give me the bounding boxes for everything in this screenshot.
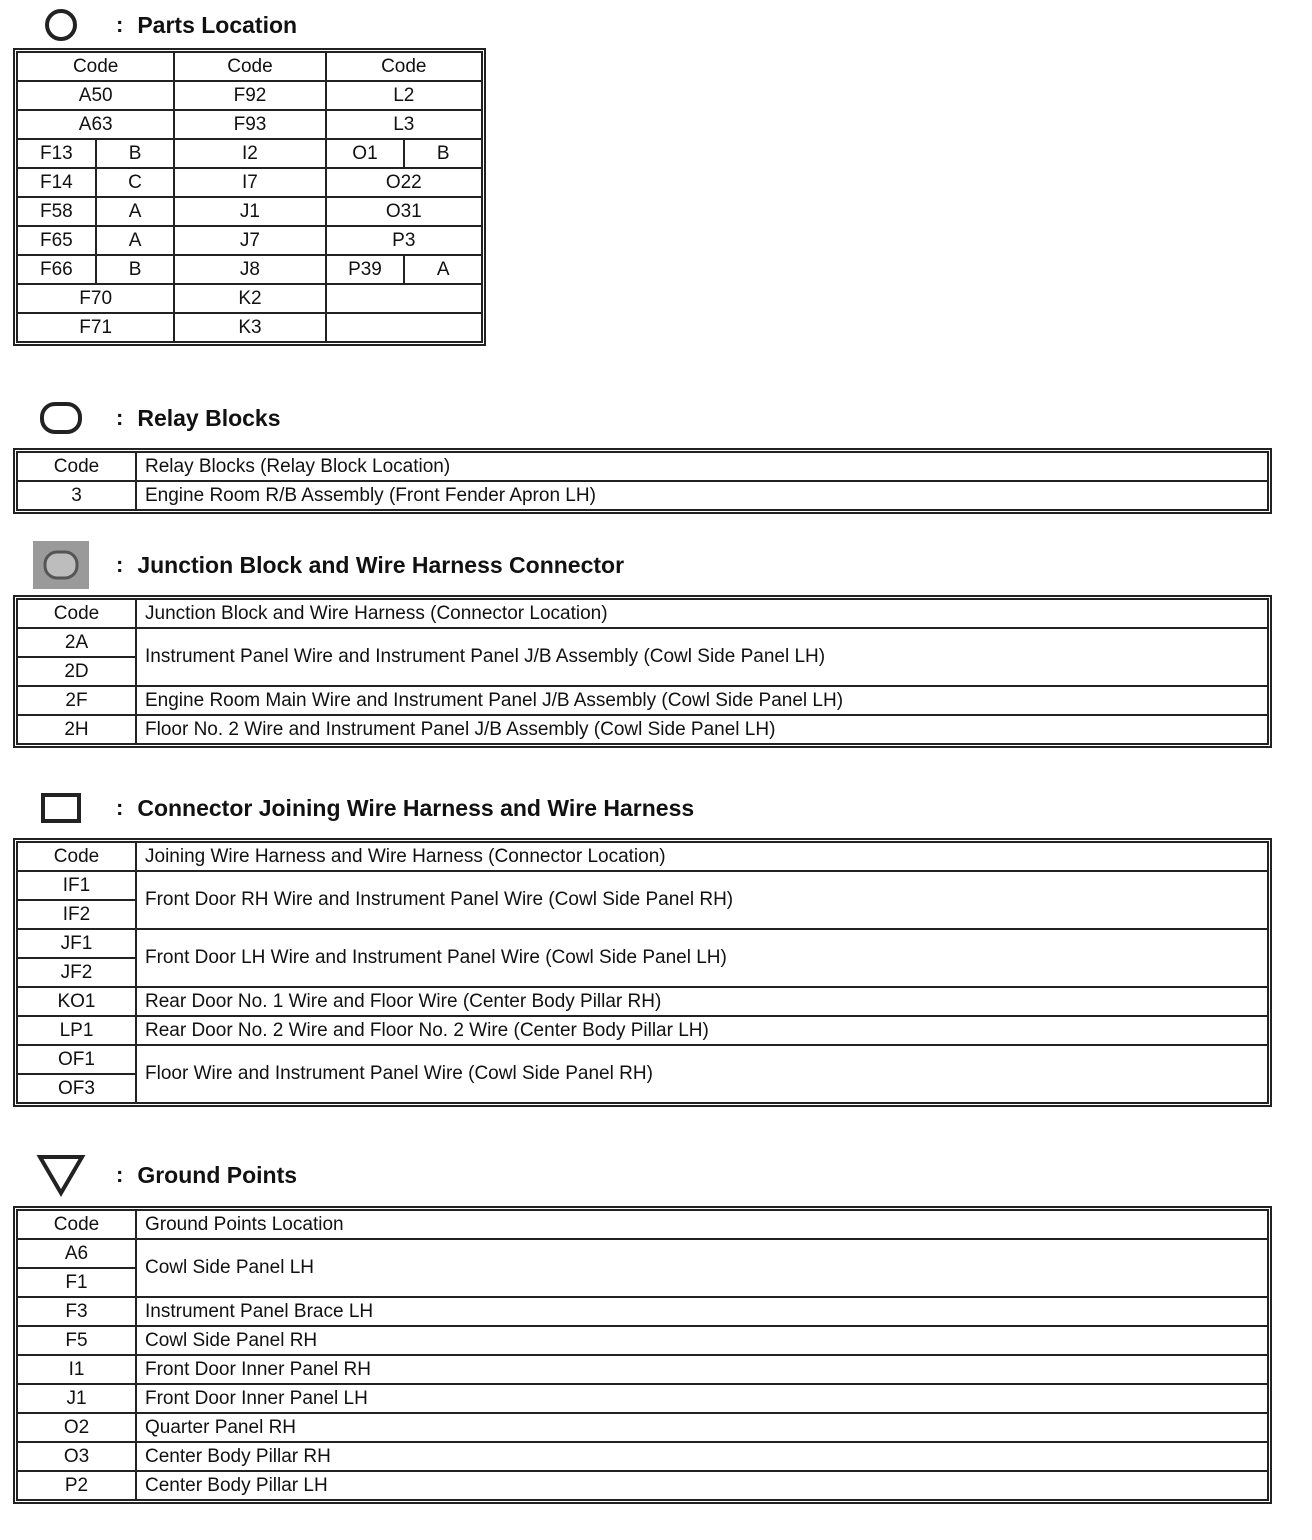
rounded-rect-symbol-icon — [30, 393, 92, 443]
header-colon: : — [116, 552, 124, 577]
table-row — [17, 197, 482, 226]
part-code: F58 — [17, 197, 96, 226]
location-description: Front Door RH Wire and Instrument Panel Wire (Cowl Side Panel RH) — [136, 871, 1268, 929]
header-code: Code — [17, 599, 136, 628]
code-cell: I1 — [17, 1355, 136, 1384]
table-row — [17, 929, 1268, 958]
part-code: A63 — [17, 110, 174, 139]
table-row — [17, 1045, 1268, 1074]
header-description: Junction Block and Wire Harness (Connector Location) — [136, 599, 1268, 628]
location-description: Instrument Panel Brace LH — [136, 1297, 1268, 1326]
part-sub-code: B — [96, 255, 175, 284]
location-description: Center Body Pillar RH — [136, 1442, 1268, 1471]
code-cell: O2 — [17, 1413, 136, 1442]
header-description: Relay Blocks (Relay Block Location) — [136, 452, 1268, 481]
part-code: I2 — [174, 139, 325, 168]
part-code: F93 — [174, 110, 325, 139]
section-title: Connector Joining Wire Harness and Wire Harness — [137, 794, 695, 821]
code-cell: KO1 — [17, 987, 136, 1016]
code-cell: JF1 — [17, 929, 136, 958]
part-code: F66 — [17, 255, 96, 284]
part-code: O1 — [326, 139, 405, 168]
header-colon: : — [116, 795, 124, 820]
code-cell: IF2 — [17, 900, 136, 929]
location-description: Cowl Side Panel RH — [136, 1326, 1268, 1355]
table-row — [17, 1016, 1268, 1045]
location-description: Rear Door No. 1 Wire and Floor Wire (Center Body Pillar RH) — [136, 987, 1268, 1016]
location-description: Rear Door No. 2 Wire and Floor No. 2 Wire (Center Body Pillar LH) — [136, 1016, 1268, 1045]
table-row — [17, 1355, 1268, 1384]
connector-joining-header — [30, 783, 694, 833]
part-code: K3 — [174, 313, 325, 342]
code-cell: F1 — [17, 1268, 136, 1297]
table-row — [17, 284, 482, 313]
table-header-row — [17, 842, 1268, 871]
section-title: Relay Blocks — [137, 404, 281, 431]
code-cell: F5 — [17, 1326, 136, 1355]
ground-points-table — [16, 1209, 1269, 1501]
location-description: Floor Wire and Instrument Panel Wire (Cowl Side Panel RH) — [136, 1045, 1268, 1103]
part-code: I7 — [174, 168, 325, 197]
table-row — [17, 168, 482, 197]
code-cell: 2H — [17, 715, 136, 744]
code-cell: 2D — [17, 657, 136, 686]
code-cell: P2 — [17, 1471, 136, 1500]
location-description: Front Door Inner Panel RH — [136, 1355, 1268, 1384]
header-code: Code — [174, 52, 325, 81]
code-cell: OF3 — [17, 1074, 136, 1103]
part-code: P3 — [326, 226, 482, 255]
part-code: F14 — [17, 168, 96, 197]
part-code: O22 — [326, 168, 482, 197]
code-cell: A6 — [17, 1239, 136, 1268]
section-title: Ground Points — [137, 1161, 298, 1188]
location-description: Floor No. 2 Wire and Instrument Panel J/B Assembly (Cowl Side Panel LH) — [136, 715, 1268, 744]
table-header-row — [17, 1210, 1268, 1239]
table-row — [17, 987, 1268, 1016]
header-code: Code — [326, 52, 482, 81]
location-description: Center Body Pillar LH — [136, 1471, 1268, 1500]
part-code: J7 — [174, 226, 325, 255]
part-code: O31 — [326, 197, 482, 226]
circle-symbol-icon — [30, 0, 92, 50]
part-code: L2 — [326, 81, 482, 110]
location-description: Front Door Inner Panel LH — [136, 1384, 1268, 1413]
part-code: F71 — [17, 313, 174, 342]
header-colon: : — [116, 405, 124, 430]
section-title: Junction Block and Wire Harness Connector — [137, 551, 625, 578]
table-row — [17, 226, 482, 255]
header-code: Code — [17, 842, 136, 871]
location-description: Cowl Side Panel LH — [136, 1239, 1268, 1297]
code-cell: JF2 — [17, 958, 136, 987]
code-cell: 2F — [17, 686, 136, 715]
table-row — [17, 1297, 1268, 1326]
table-row — [17, 628, 1268, 657]
code-cell: F3 — [17, 1297, 136, 1326]
table-row — [17, 1384, 1268, 1413]
part-sub-code: B — [404, 139, 482, 168]
table-header-row — [17, 599, 1268, 628]
table-row — [17, 686, 1268, 715]
table-row — [17, 1413, 1268, 1442]
code-cell: 2A — [17, 628, 136, 657]
location-description: Instrument Panel Wire and Instrument Panel J/B Assembly (Cowl Side Panel LH) — [136, 628, 1268, 686]
header-code: Code — [17, 52, 174, 81]
part-code — [326, 284, 482, 313]
parts-location-header — [30, 0, 297, 50]
table-row — [17, 1326, 1268, 1355]
location-description: Front Door LH Wire and Instrument Panel Wire (Cowl Side Panel LH) — [136, 929, 1268, 987]
code-cell: 3 — [17, 481, 136, 510]
part-sub-code: C — [96, 168, 175, 197]
table-row — [17, 313, 482, 342]
triangle-symbol-icon — [30, 1150, 92, 1200]
section-title: Parts Location — [137, 11, 298, 38]
code-cell: OF1 — [17, 1045, 136, 1074]
rectangle-symbol-icon — [30, 783, 92, 833]
part-code: F92 — [174, 81, 325, 110]
header-code: Code — [17, 452, 136, 481]
part-sub-code: A — [404, 255, 482, 284]
part-sub-code: A — [96, 226, 175, 255]
location-description: Engine Room Main Wire and Instrument Panel J/B Assembly (Cowl Side Panel LH) — [136, 686, 1268, 715]
part-code: K2 — [174, 284, 325, 313]
parts-location-table — [16, 51, 483, 343]
ground-points-header — [30, 1150, 297, 1200]
relay-blocks-header — [30, 393, 281, 443]
part-sub-code: B — [96, 139, 175, 168]
table-header-row — [17, 52, 482, 81]
code-cell: J1 — [17, 1384, 136, 1413]
part-code: P39 — [326, 255, 405, 284]
part-code: F70 — [17, 284, 174, 313]
connector-joining-table — [16, 841, 1269, 1104]
table-row — [17, 255, 482, 284]
junction-block-table — [16, 598, 1269, 745]
part-code: A50 — [17, 81, 174, 110]
code-cell: LP1 — [17, 1016, 136, 1045]
part-code: J8 — [174, 255, 325, 284]
relay-blocks-table — [16, 451, 1269, 511]
part-code: F13 — [17, 139, 96, 168]
table-row — [17, 1471, 1268, 1500]
part-code: L3 — [326, 110, 482, 139]
part-sub-code: A — [96, 197, 175, 226]
table-row — [17, 871, 1268, 900]
code-cell: IF1 — [17, 871, 136, 900]
table-row — [17, 715, 1268, 744]
table-row — [17, 1442, 1268, 1471]
code-cell: O3 — [17, 1442, 136, 1471]
shaded-rounded-rect-symbol-icon — [30, 540, 92, 590]
part-code: F65 — [17, 226, 96, 255]
table-row — [17, 1239, 1268, 1268]
table-row — [17, 481, 1268, 510]
location-description: Engine Room R/B Assembly (Front Fender Apron LH) — [136, 481, 1268, 510]
part-code — [326, 313, 482, 342]
header-description: Joining Wire Harness and Wire Harness (Connector Location) — [136, 842, 1268, 871]
junction-block-header — [30, 540, 624, 590]
table-row — [17, 81, 482, 110]
header-description: Ground Points Location — [136, 1210, 1268, 1239]
header-colon: : — [116, 1162, 124, 1187]
header-code: Code — [17, 1210, 136, 1239]
part-code: J1 — [174, 197, 325, 226]
location-description: Quarter Panel RH — [136, 1413, 1268, 1442]
table-row — [17, 139, 482, 168]
header-colon: : — [116, 12, 124, 37]
table-row — [17, 110, 482, 139]
table-header-row — [17, 452, 1268, 481]
